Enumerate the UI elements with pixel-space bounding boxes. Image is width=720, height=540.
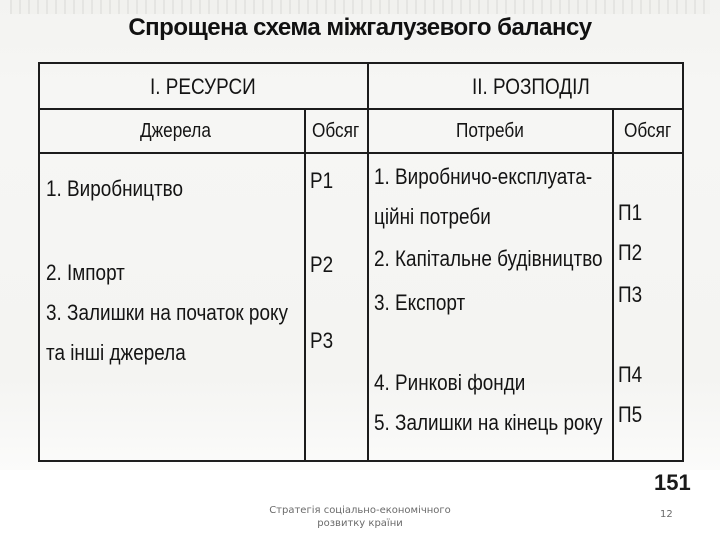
distribution-row-2-code: П2: [618, 240, 643, 265]
distribution-row-4-label: 4. Ринкові фонди: [374, 370, 526, 395]
column-volume-right: Обсяг: [624, 120, 672, 142]
distribution-row-1-label-line1: 1. Виробничо-експлуата-: [374, 164, 593, 189]
distribution-row-4-code: П4: [618, 362, 643, 387]
slide-page-number: 12: [660, 509, 673, 520]
resource-row-1-label: 1. Виробництво: [46, 176, 183, 201]
resource-row-1-code: Р1: [310, 168, 334, 193]
distribution-row-1-code: П1: [618, 200, 643, 225]
page-title: Спрощена схема міжгалузевого балансу: [128, 14, 592, 41]
column-sources: Джерела: [140, 120, 211, 142]
resource-row-3-code: Р3: [310, 328, 334, 353]
distribution-row-2-label: 2. Капітальне будівництво: [374, 246, 603, 271]
resource-row-2-label: 2. Імпорт: [46, 260, 125, 285]
balance-table: [38, 62, 684, 462]
divider-right-volume: [612, 108, 614, 460]
distribution-row-1-label-line2: ційні потреби: [374, 204, 491, 229]
section-resources: І. РЕСУРСИ: [150, 74, 256, 99]
distribution-row-5-code: П5: [618, 402, 643, 427]
column-needs: Потреби: [456, 120, 524, 142]
book-page-number: 151: [654, 470, 691, 495]
divider-left-volume: [304, 108, 306, 460]
divider-main: [367, 64, 369, 460]
resource-row-2-code: Р2: [310, 252, 334, 277]
scan-artifact: [10, 0, 710, 14]
distribution-row-5-label: 5. Залишки на кінець року: [374, 410, 603, 435]
section-distribution: ІІ. РОЗПОДІЛ: [472, 74, 590, 99]
resource-row-3-label-line1: 3. Залишки на початок року: [46, 300, 288, 325]
column-volume-left: Обсяг: [312, 120, 360, 142]
slide-footer: Стратегія соціально-економічного розвитку країни: [269, 505, 451, 529]
resource-row-3-label-line2: та інші джерела: [46, 340, 186, 365]
divider-header: [40, 108, 682, 110]
distribution-row-3-code: П3: [618, 282, 643, 307]
distribution-row-3-label: 3. Експорт: [374, 290, 466, 315]
divider-subheader: [40, 152, 682, 154]
